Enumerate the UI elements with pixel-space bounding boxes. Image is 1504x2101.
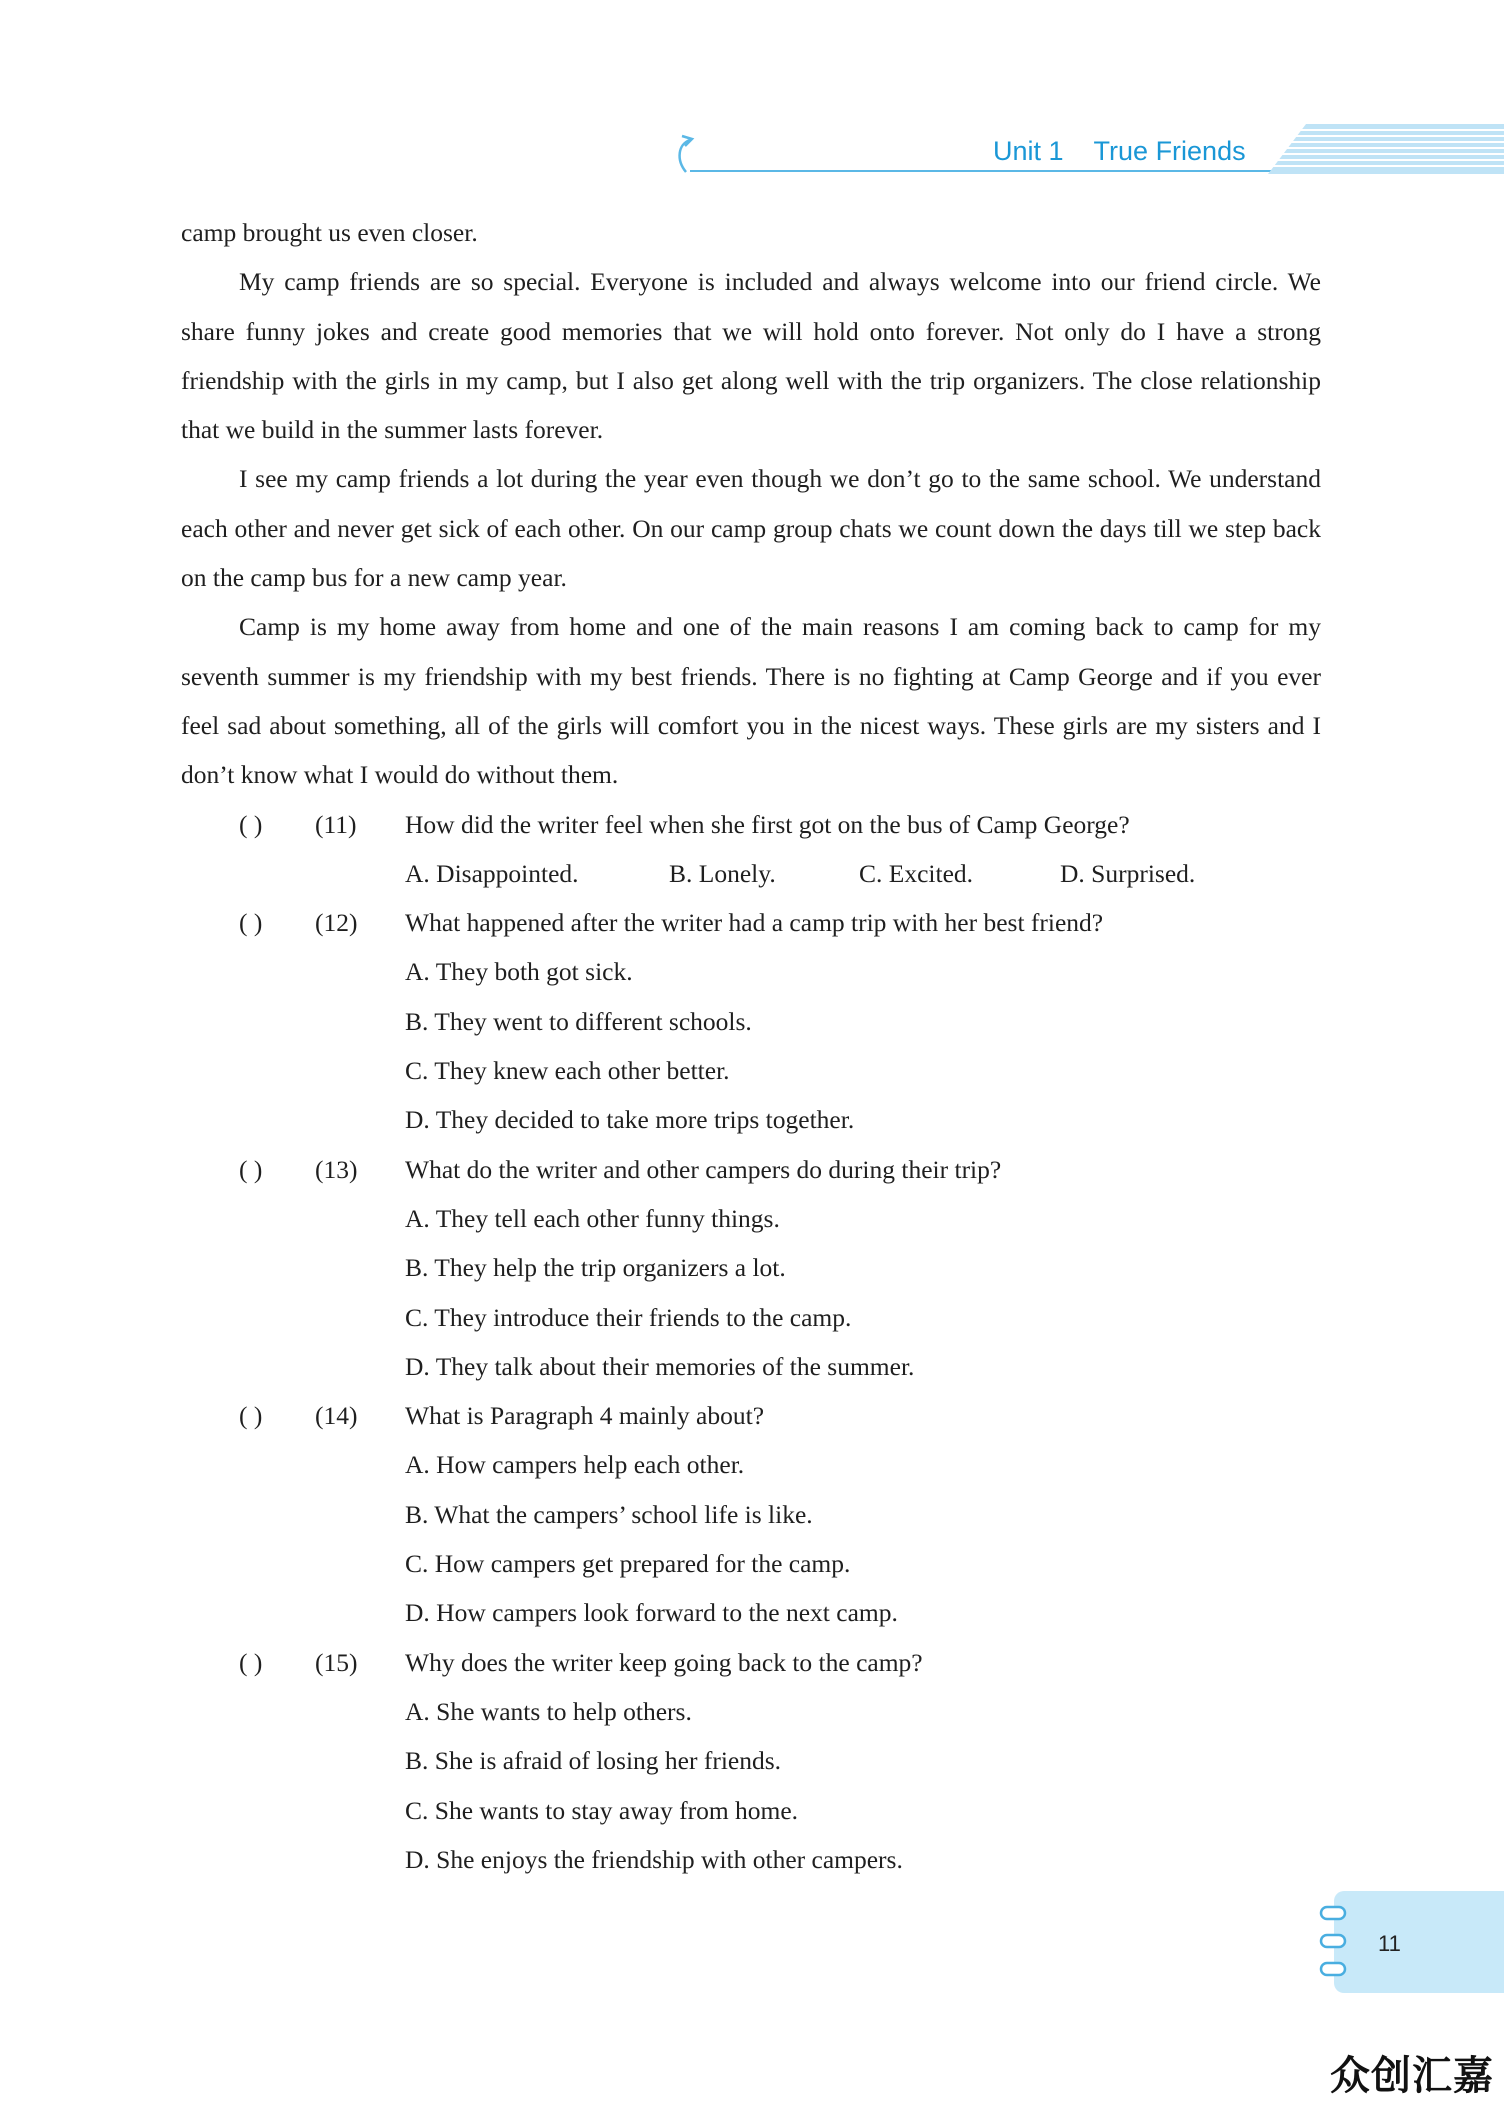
question-text: What is Paragraph 4 mainly about?: [405, 1401, 765, 1431]
question-number: (13): [315, 1154, 358, 1184]
page-number: 11: [1378, 1931, 1401, 1956]
option-row: [181, 1293, 1321, 1342]
unit-label: Unit 1: [993, 136, 1064, 166]
option-a[interactable]: A. Disappointed.: [405, 858, 579, 888]
option-b[interactable]: B. Lonely.: [669, 858, 776, 888]
running-header: [668, 118, 1504, 178]
option-row: [181, 1342, 1321, 1391]
question-number: (15): [315, 1647, 358, 1677]
option-row: [181, 1490, 1321, 1539]
paragraph: I see my camp friends a lot during the year even though we don’t go to the same school. We understand each other and never get sick of each other. On our camp group chats we count down the days till we step back on the camp bus for a new camp year.: [181, 464, 1321, 593]
option-row: [181, 1243, 1321, 1292]
option-c[interactable]: C. Excited.: [859, 858, 974, 888]
option-c[interactable]: C. How campers get prepared for the camp.: [405, 1549, 851, 1579]
option-a[interactable]: A. They tell each other funny things.: [405, 1203, 780, 1233]
answer-blank[interactable]: ( ): [239, 1154, 263, 1184]
option-row: [181, 1046, 1321, 1095]
option-a[interactable]: A. They both got sick.: [405, 957, 633, 987]
option-c[interactable]: C. They introduce their friends to the camp.: [405, 1302, 852, 1332]
option-d[interactable]: D. How campers look forward to the next camp.: [405, 1598, 898, 1628]
question-text: How did the writer feel when she first got on the bus of Camp George?: [405, 809, 1130, 839]
question-15: [181, 1638, 1321, 1687]
option-d[interactable]: D. She enjoys the friendship with other campers.: [405, 1844, 903, 1874]
option-row: [181, 1687, 1321, 1736]
page-number-tab: [1334, 1891, 1504, 1993]
question-text: What do the writer and other campers do during their trip?: [405, 1154, 1002, 1184]
option-c[interactable]: C. She wants to stay away from home.: [405, 1795, 799, 1825]
question-14: [181, 1391, 1321, 1440]
paragraph: My camp friends are so special. Everyone is included and always welcome into our friend circle. We share funny jokes and create good memories that we will hold onto forever. Not only do I have a strong friendship with the girls in my camp, but I also get along well with the trip organizers. The close relationship that we build in the summer lasts forever.: [181, 267, 1321, 445]
unit-title: True Friends: [1093, 136, 1246, 166]
binder-rings-icon: [1318, 1901, 1350, 1981]
option-row: [181, 1736, 1321, 1785]
option-b[interactable]: B. They help the trip organizers a lot.: [405, 1253, 786, 1283]
answer-blank[interactable]: ( ): [239, 908, 263, 938]
paragraph: Camp is my home away from home and one of the main reasons I am coming back to camp for my seventh summer is my friendship with my best friends. There is no fighting at Camp George and if you ever feel sad about something, all of the girls will comfort you in the nicest ways. These girls are my sisters and I don’t know what I would do without them.: [181, 612, 1321, 790]
answer-blank[interactable]: ( ): [239, 1647, 263, 1677]
option-c[interactable]: C. They knew each other better.: [405, 1056, 730, 1086]
watermark: 众创汇嘉: [1330, 2053, 1494, 2099]
option-b[interactable]: B. She is afraid of losing her friends.: [405, 1746, 782, 1776]
answer-blank[interactable]: ( ): [239, 809, 263, 839]
answer-blank[interactable]: ( ): [239, 1401, 263, 1431]
option-row: [181, 1194, 1321, 1243]
header-rule: [690, 170, 1290, 172]
paragraph: camp brought us even closer.: [181, 218, 478, 247]
header-stripes-decoration: [1268, 124, 1504, 174]
question-text: What happened after the writer had a camp trip with her best friend?: [405, 908, 1104, 938]
option-row: [181, 1440, 1321, 1489]
question-text: Why does the writer keep going back to the camp?: [405, 1647, 923, 1677]
options-row: [181, 849, 1321, 898]
option-row: [181, 1835, 1321, 1884]
option-b[interactable]: B. They went to different schools.: [405, 1006, 752, 1036]
question-13: [181, 1145, 1321, 1194]
option-row: [181, 947, 1321, 996]
reading-passage: [181, 208, 1321, 1884]
page-title: [993, 136, 1246, 167]
option-row: [181, 1539, 1321, 1588]
question-number: (14): [315, 1401, 358, 1431]
option-b[interactable]: B. What the campers’ school life is like.: [405, 1499, 813, 1529]
option-row: [181, 997, 1321, 1046]
question-12: [181, 898, 1321, 947]
question-11: [181, 800, 1321, 849]
option-row: [181, 1588, 1321, 1637]
option-d[interactable]: D. They decided to take more trips together.: [405, 1105, 855, 1135]
option-row: [181, 1095, 1321, 1144]
question-number: (12): [315, 908, 358, 938]
question-number: (11): [315, 809, 357, 839]
curved-arrow-icon: [672, 132, 702, 182]
option-a[interactable]: A. How campers help each other.: [405, 1450, 745, 1480]
option-row: [181, 1786, 1321, 1835]
option-a[interactable]: A. She wants to help others.: [405, 1696, 692, 1726]
option-d[interactable]: D. Surprised.: [1060, 858, 1196, 888]
option-d[interactable]: D. They talk about their memories of the summer.: [405, 1351, 915, 1381]
